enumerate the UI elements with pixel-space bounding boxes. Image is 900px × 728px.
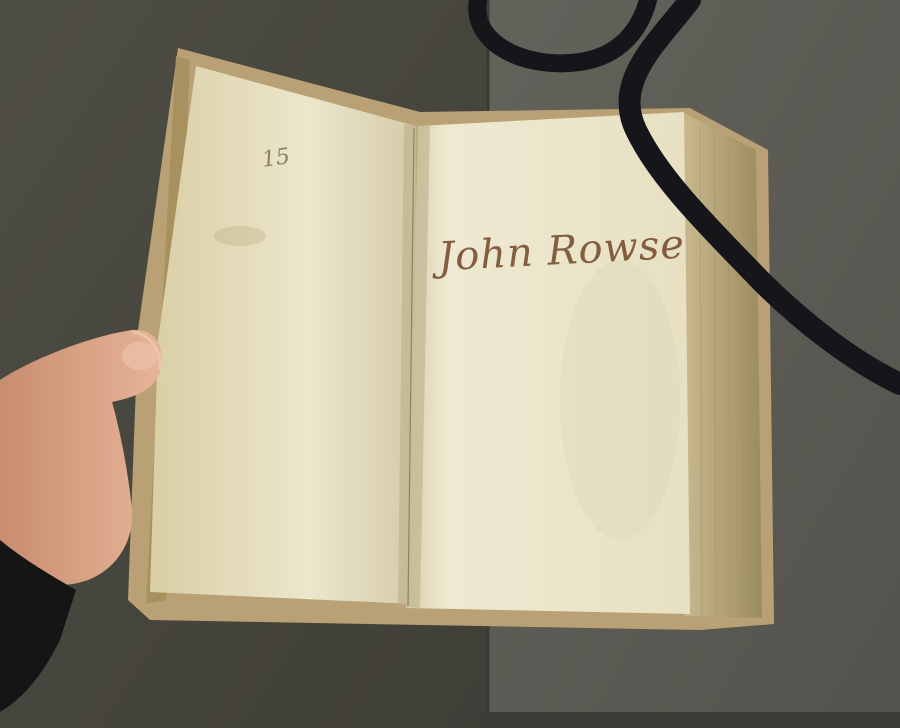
- page-edges: [682, 112, 762, 618]
- owner-signature: John Rowse: [436, 221, 687, 281]
- pencil-number: 15: [260, 144, 292, 173]
